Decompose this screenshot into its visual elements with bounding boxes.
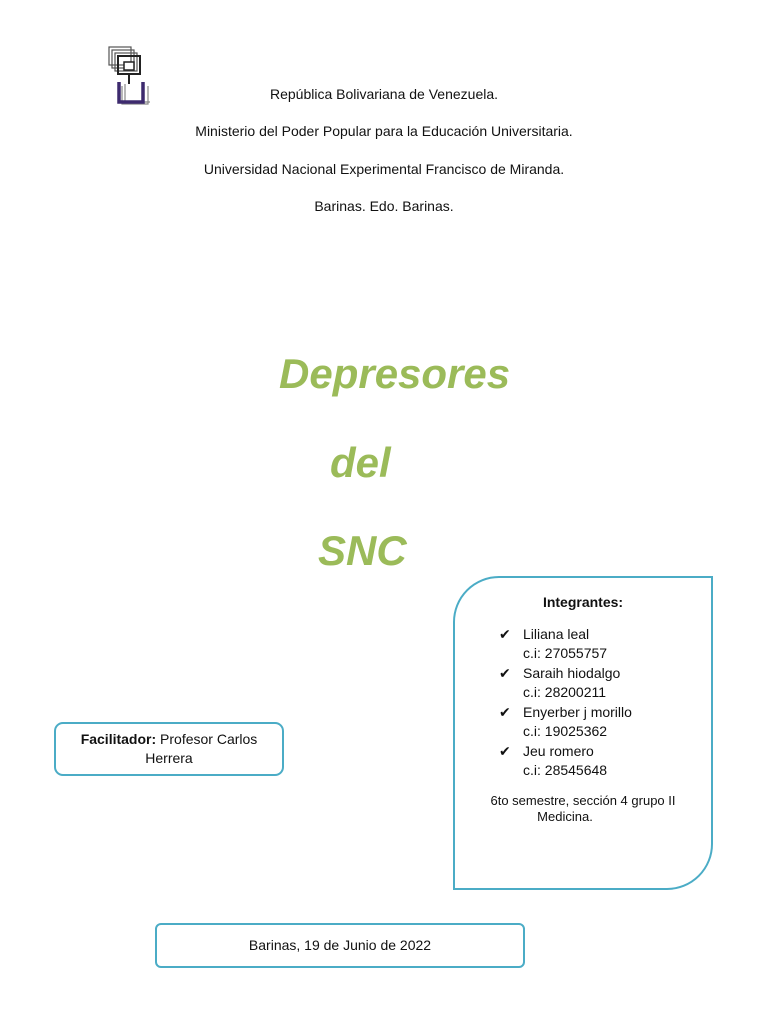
header-location: Barinas. Edo. Barinas.: [314, 198, 454, 214]
header-universidad: Universidad Nacional Experimental Francisco de Miranda.: [203, 161, 565, 177]
facilitador-box: [54, 722, 284, 776]
member-name: Jeu romero: [523, 743, 594, 759]
member-ci: c.i: 28200211: [523, 684, 607, 700]
title-snc: SNC: [318, 527, 407, 574]
title-del: del: [330, 439, 391, 486]
career-text: Medicina.: [537, 809, 593, 824]
facilitador-label: Facilitador:: [80, 731, 157, 747]
checkmark-icon: ✔: [499, 704, 511, 720]
checkmark-icon: ✔: [499, 665, 511, 681]
header-republica: República Bolivariana de Venezuela.: [269, 86, 499, 102]
member-ci: c.i: 19025362: [523, 723, 608, 739]
member-name: Enyerber j morillo: [523, 704, 632, 720]
member-name: Saraih hiodalgo: [523, 665, 621, 681]
member-ci: c.i: 28545648: [523, 762, 608, 778]
checkmark-icon: ✔: [499, 743, 511, 759]
checkmark-icon: ✔: [499, 626, 511, 642]
semester-text: 6to semestre, sección 4 grupo II: [490, 793, 676, 808]
date-box: [155, 923, 525, 968]
member-name: Liliana leal: [523, 626, 590, 642]
date-text: Barinas, 19 de Junio de 2022: [248, 937, 432, 953]
member-ci: c.i: 27055757: [523, 645, 608, 661]
integrantes-box: [453, 576, 713, 890]
facilitador-name: Profesor Carlos Herrera: [145, 731, 258, 766]
header-ministerio: Ministerio del Poder Popular para la Educación Universitaria.: [195, 123, 573, 139]
integrantes-heading: Integrantes:: [542, 594, 624, 610]
title-depresores: Depresores: [279, 350, 511, 397]
